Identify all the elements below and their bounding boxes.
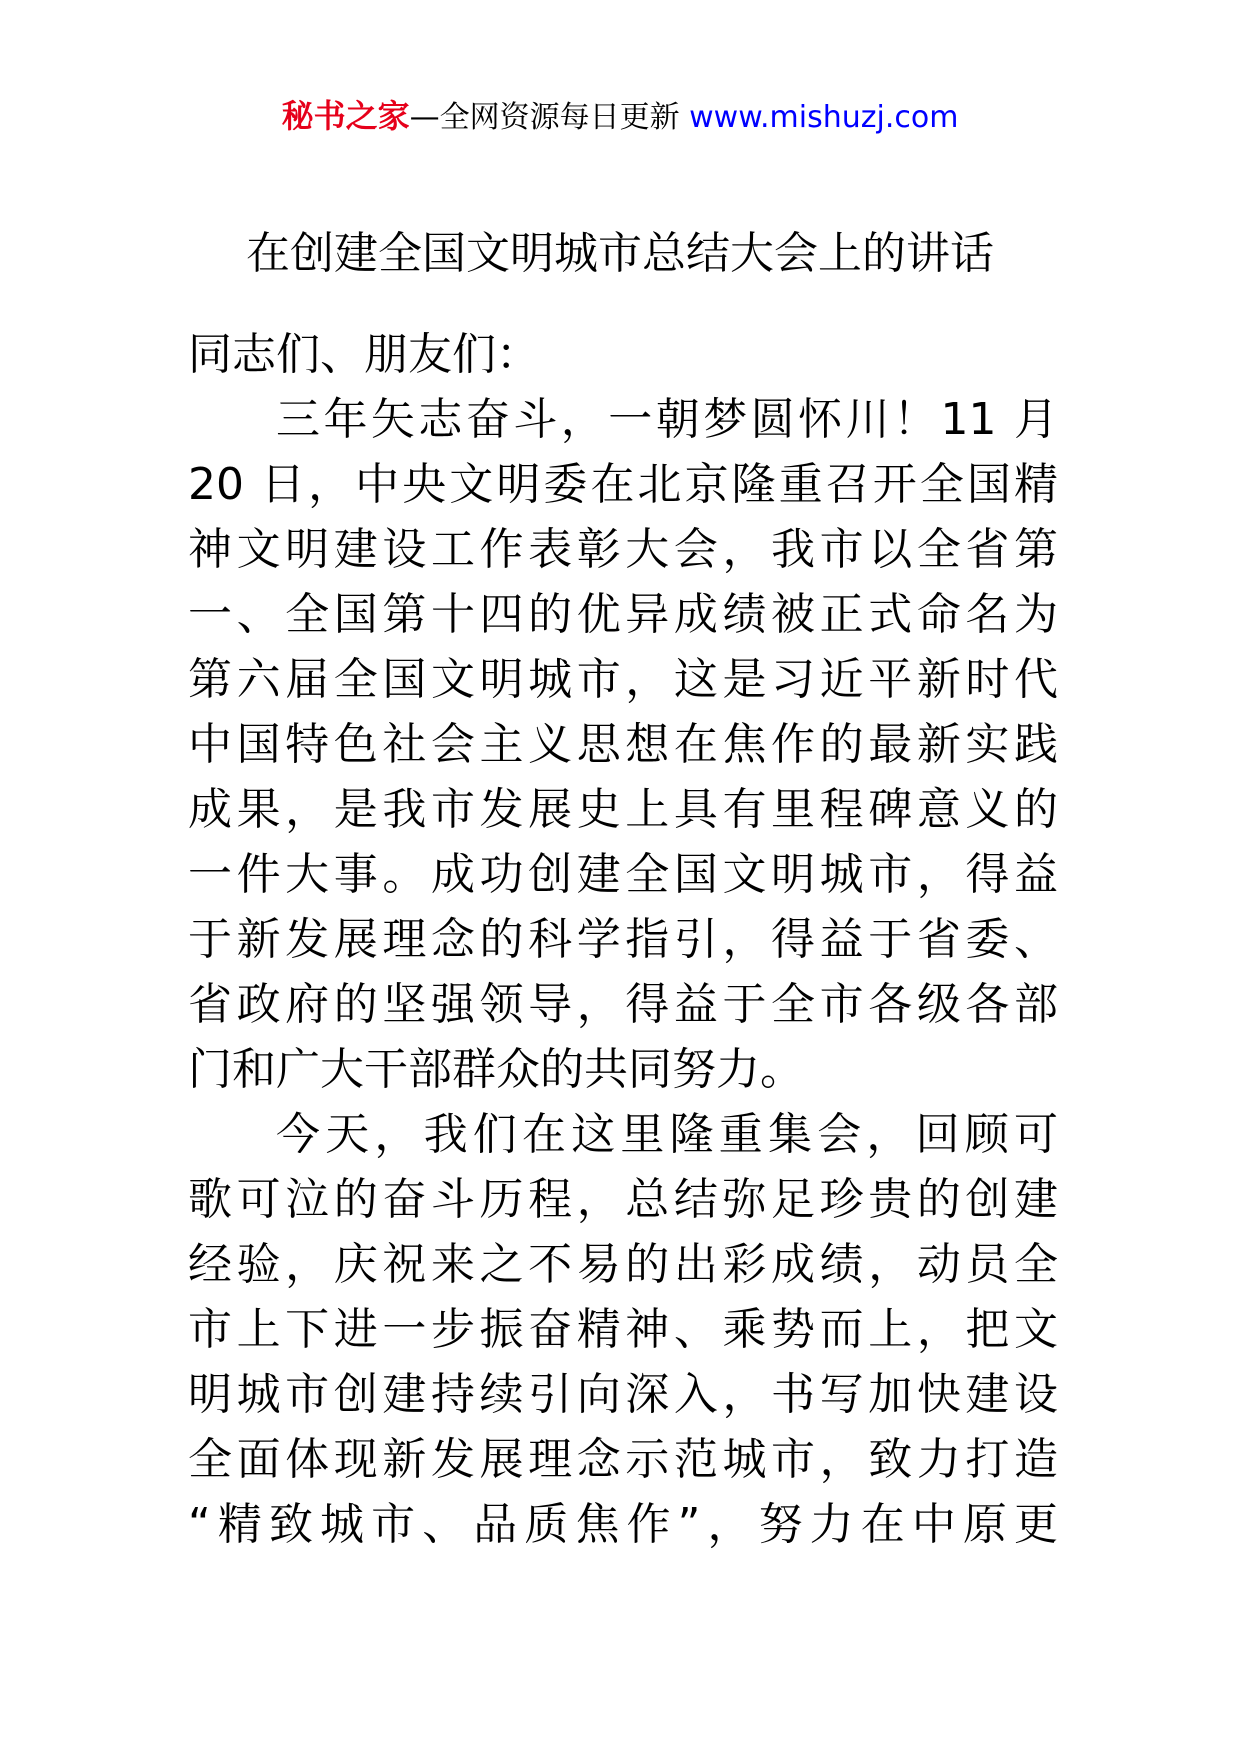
paragraph-1 (188, 387, 1058, 1102)
paragraph-line: 一件大事。成功创建全国文明城市，得益 (188, 849, 1058, 900)
paragraph-line: 经验，庆祝来之不易的出彩成绩，动员全 (188, 1239, 1058, 1290)
paragraph-line: 于新发展理念的科学指引，得益于省委、 (188, 914, 1058, 965)
paragraph-line: 市上下进一步振奋精神、乘势而上，把文 (188, 1304, 1058, 1355)
salutation: 同志们、朋友们： (188, 329, 540, 380)
document-body (188, 322, 1058, 1557)
paragraph-line: “精致城市、品质焦作”，努力在中原更 (188, 1499, 1058, 1550)
header-tagline: —全网资源每日更新 (409, 100, 680, 135)
paragraph-line: 门和广大干部群众的共同努力。 (188, 1044, 804, 1095)
paragraph-line: 成果，是我市发展史上具有里程碑意义的 (188, 784, 1058, 835)
paragraph-line: 今天，我们在这里隆重集会，回顾可 (276, 1109, 1058, 1160)
paragraph-line: 明城市创建持续引向深入，书写加快建设 (188, 1369, 1058, 1420)
document-title: 在创建全国文明城市总结大会上的讲话 (246, 228, 994, 279)
paragraph-line: 三年矢志奋斗，一朝梦圆怀川！11 月 (276, 394, 1058, 445)
header-brand: 秘书之家 (281, 97, 410, 135)
paragraph-line: 第六届全国文明城市，这是习近平新时代 (188, 654, 1058, 705)
paragraph-line: 全面体现新发展理念示范城市，致力打造 (188, 1434, 1058, 1485)
paragraph-line: 一、全国第十四的优异成绩被正式命名为 (188, 589, 1058, 640)
paragraph-line: 省政府的坚强领导，得益于全市各级各部 (188, 979, 1058, 1030)
paragraph-line: 神文明建设工作表彰大会，我市以全省第 (188, 524, 1058, 575)
header-url-link[interactable]: www.mishuzj.com (689, 100, 959, 135)
page-header (0, 96, 1240, 138)
paragraph-line: 中国特色社会主义思想在焦作的最新实践 (188, 719, 1058, 770)
paragraph-line: 歌可泣的奋斗历程，总结弥足珍贵的创建 (188, 1174, 1058, 1225)
paragraph-2 (188, 1102, 1058, 1557)
paragraph-line: 20 日，中央文明委在北京隆重召开全国精 (188, 459, 1058, 510)
